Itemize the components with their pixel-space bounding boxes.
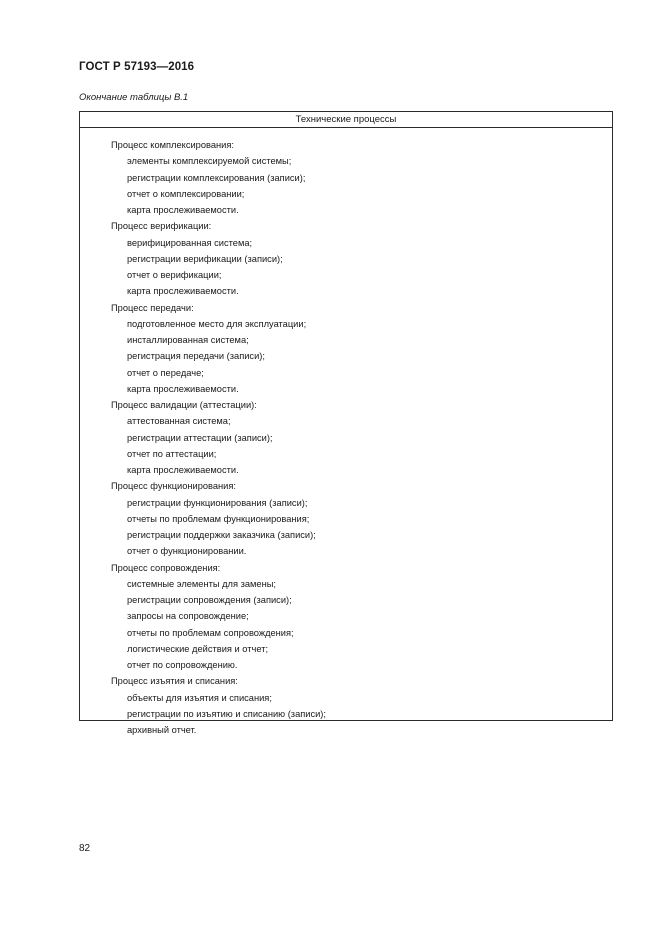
list-item: отчет о комплексировании; bbox=[127, 188, 245, 199]
group-title-validation: Процесс валидации (аттестации): bbox=[111, 400, 257, 410]
list-item: элементы комплексируемой системы; bbox=[127, 156, 292, 167]
group-title-disposal: Процесс изъятия и списания: bbox=[111, 676, 238, 687]
list-item: отчет о верификации; bbox=[127, 270, 222, 280]
list-item: карта прослеживаемости. bbox=[127, 205, 239, 215]
group-title-verification: Процесс верификации: bbox=[111, 221, 212, 232]
list-item: подготовленное место для эксплуатации; bbox=[127, 318, 307, 329]
list-item: инсталлированная система; bbox=[127, 335, 249, 345]
list-item: логистические действия и отчет; bbox=[127, 643, 269, 654]
list-item: карта прослеживаемости. bbox=[127, 465, 239, 475]
list-item: аттестованная система; bbox=[127, 416, 231, 427]
list-item: карта прослеживаемости. bbox=[127, 286, 239, 297]
list-item: системные элементы для замены; bbox=[127, 578, 276, 589]
group-title-integration: Процесс комплексирования: bbox=[111, 140, 234, 150]
group-title-maintenance: Процесс сопровождения: bbox=[111, 562, 221, 573]
list-item: регистрации комплексирования (записи); bbox=[127, 172, 306, 183]
list-item: отчет о передаче; bbox=[127, 367, 204, 378]
list-item: отчеты по проблемам сопровождения; bbox=[127, 627, 294, 638]
list-item: регистрации сопровождения (записи); bbox=[127, 595, 292, 605]
list-item: верифицированная система; bbox=[127, 237, 253, 248]
list-item: отчеты по проблемам функционирования; bbox=[127, 513, 310, 524]
list-item: регистрации поддержки заказчика (записи); bbox=[127, 530, 316, 540]
list-item: отчет по сопровождению. bbox=[127, 660, 238, 670]
list-item: регистрации функционирования (записи); bbox=[127, 497, 308, 508]
group-title-operation: Процесс функционирования: bbox=[111, 481, 236, 492]
list-item: регистрация передачи (записи); bbox=[127, 351, 265, 362]
table-body bbox=[80, 128, 612, 738]
processes-table bbox=[79, 111, 613, 735]
list-item: запросы на сопровождение; bbox=[127, 611, 249, 622]
list-item: объекты для изъятия и списания; bbox=[127, 692, 272, 703]
group-title-transition: Процесс передачи: bbox=[111, 302, 194, 313]
list-item: архивный отчет. bbox=[127, 725, 197, 735]
list-item: регистрации аттестации (записи); bbox=[127, 432, 273, 443]
table-caption: Окончание таблицы В.1 bbox=[79, 92, 189, 103]
page-number: 82 bbox=[79, 843, 91, 854]
list-item: регистрации по изъятию и списанию (записи); bbox=[127, 708, 326, 719]
list-item: регистрации верификации (записи); bbox=[127, 253, 283, 264]
document-header: ГОСТ Р 57193—2016 bbox=[79, 61, 195, 73]
list-item: карта прослеживаемости. bbox=[127, 383, 239, 394]
table-column-header: Технические процессы bbox=[80, 112, 612, 128]
list-item: отчет по аттестации; bbox=[127, 448, 217, 459]
list-item: отчет о функционировании. bbox=[127, 546, 247, 557]
